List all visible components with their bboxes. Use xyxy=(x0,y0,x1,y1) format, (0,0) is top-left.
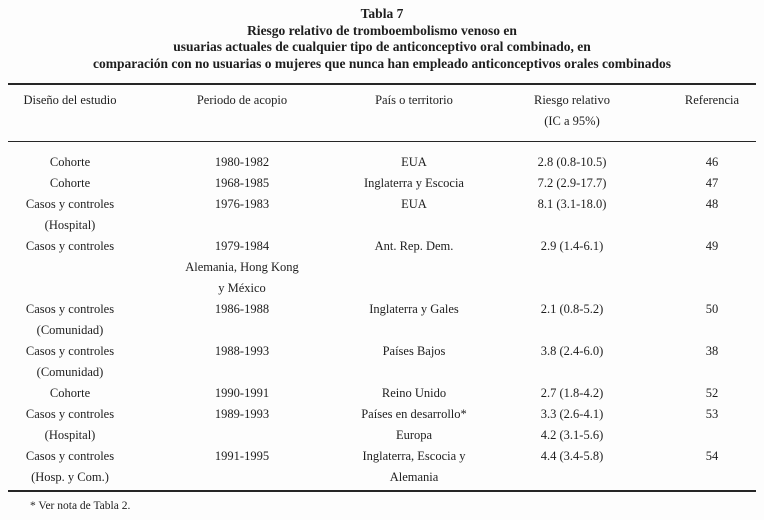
cell-line: (Comunidad) xyxy=(36,365,104,379)
table-title-line-3: comparación con no usuarias o mujeres que nunca han empleado anticonceptivos orales combinados xyxy=(92,55,672,71)
table-cell xyxy=(668,404,756,446)
table-cell xyxy=(132,152,352,173)
column-header-period xyxy=(132,90,352,132)
table-cell xyxy=(132,383,352,404)
table-title-line-1: Riesgo relativo de tromboembolismo venoso en xyxy=(247,22,517,38)
table-body xyxy=(8,142,756,490)
cell-line: 3.8 (2.4-6.0) xyxy=(540,344,604,358)
header-label: Riesgo relativo xyxy=(533,93,611,107)
table-cell xyxy=(668,173,756,194)
header-label: Diseño del estudio xyxy=(23,93,117,107)
table-cell xyxy=(668,446,756,488)
table-row xyxy=(8,446,756,488)
table-cell xyxy=(668,236,756,299)
table-row xyxy=(8,299,756,341)
cell-line: Ant. Rep. Dem. xyxy=(374,239,454,253)
cell-line: Inglaterra, Escocia y xyxy=(362,449,466,463)
header-label: Periodo de acopio xyxy=(196,93,288,107)
cell-line: Casos y controles xyxy=(25,449,115,463)
cell-line: (Hosp. y Com.) xyxy=(31,470,109,484)
header-sublabel: (IC a 95%) xyxy=(544,114,600,128)
table-cell xyxy=(352,299,476,341)
cell-line: Países Bajos xyxy=(382,344,446,358)
cell-line: Reino Unido xyxy=(381,386,447,400)
table-cell xyxy=(668,152,756,173)
table-cell xyxy=(8,446,132,488)
header-label: País o territorio xyxy=(375,93,453,107)
cell-line: 46 xyxy=(705,155,719,169)
table-cell xyxy=(476,194,668,236)
table-title-line-2: usuarias actuales de cualquier tipo de anticonceptivo oral combinado, en xyxy=(173,39,591,54)
cell-line: 1988-1993 xyxy=(214,344,270,358)
cell-line: 4.2 (3.1-5.6) xyxy=(540,428,604,442)
table-cell xyxy=(352,194,476,236)
table-cell xyxy=(8,194,132,236)
table-cell xyxy=(352,446,476,488)
header-label: Referencia xyxy=(684,93,740,107)
cell-line: 1968-1985 xyxy=(214,176,270,190)
table-cell xyxy=(132,173,352,194)
cell-line: Casos y controles xyxy=(25,344,115,358)
table-cell xyxy=(352,152,476,173)
table-row xyxy=(8,383,756,404)
table-footnote: * Ver nota de Tabla 2. xyxy=(30,500,131,512)
table-cell xyxy=(476,446,668,488)
table-cell xyxy=(132,299,352,341)
cell-line: Europa xyxy=(395,428,433,442)
cell-line: Países en desarrollo* xyxy=(361,407,467,421)
cell-line: Alemania xyxy=(389,470,439,484)
table-row xyxy=(8,173,756,194)
cell-line: 49 xyxy=(705,239,719,253)
cell-line: Cohorte xyxy=(49,386,91,400)
table-cell xyxy=(476,152,668,173)
column-header-country xyxy=(352,90,476,132)
table-row xyxy=(8,236,756,299)
table-title xyxy=(0,0,764,72)
cell-line: (Hospital) xyxy=(44,218,96,232)
column-header-study-design xyxy=(8,90,132,132)
cell-line: 2.1 (0.8-5.2) xyxy=(540,302,604,316)
cell-line: EUA xyxy=(401,197,427,211)
table-cell xyxy=(352,404,476,446)
cell-line: 4.4 (3.4-5.8) xyxy=(540,449,604,463)
cell-line: 1979-1984 xyxy=(214,239,270,253)
cell-line: 50 xyxy=(705,302,719,316)
column-header-reference xyxy=(668,90,756,132)
table-cell xyxy=(8,152,132,173)
table-cell xyxy=(132,404,352,446)
table-cell xyxy=(8,341,132,383)
table-row xyxy=(8,404,756,446)
table-cell xyxy=(8,173,132,194)
cell-line: 48 xyxy=(705,197,719,211)
cell-line: EUA xyxy=(401,155,427,169)
cell-line: (Hospital) xyxy=(44,428,96,442)
table-cell xyxy=(132,446,352,488)
table-cell xyxy=(132,236,352,299)
table-number: Tabla 7 xyxy=(360,6,404,21)
table-cell xyxy=(8,383,132,404)
cell-line: 52 xyxy=(705,386,719,400)
table-row xyxy=(8,194,756,236)
cell-line: Cohorte xyxy=(49,155,91,169)
table-row xyxy=(8,341,756,383)
cell-line: 1986-1988 xyxy=(214,302,270,316)
table-cell xyxy=(476,404,668,446)
table-cell xyxy=(668,299,756,341)
table-cell xyxy=(476,236,668,299)
table-cell xyxy=(352,173,476,194)
table-cell xyxy=(352,236,476,299)
cell-line: y México xyxy=(218,281,266,295)
cell-line: Casos y controles xyxy=(25,239,115,253)
cell-line: 53 xyxy=(705,407,719,421)
cell-line: 1976-1983 xyxy=(214,197,270,211)
cell-line: Casos y controles xyxy=(25,197,115,211)
cell-line: Inglaterra y Gales xyxy=(369,302,459,316)
cell-line: 2.9 (1.4-6.1) xyxy=(540,239,604,253)
cell-line: 7.2 (2.9-17.7) xyxy=(537,176,607,190)
table-cell xyxy=(476,299,668,341)
table-cell xyxy=(668,383,756,404)
cell-line: 1989-1993 xyxy=(214,407,270,421)
table-cell xyxy=(476,173,668,194)
cell-line: Inglaterra y Escocia xyxy=(364,176,464,190)
column-header-relative-risk xyxy=(476,90,668,132)
table-cell xyxy=(476,341,668,383)
cell-line: 3.3 (2.6-4.1) xyxy=(540,407,604,421)
table-cell xyxy=(476,383,668,404)
table-cell xyxy=(8,236,132,299)
cell-line: 38 xyxy=(705,344,719,358)
cell-line: 1980-1982 xyxy=(214,155,270,169)
cell-line: 1990-1991 xyxy=(214,386,270,400)
cell-line: (Comunidad) xyxy=(36,323,104,337)
table-cell xyxy=(668,194,756,236)
table-row xyxy=(8,152,756,173)
table-cell xyxy=(352,383,476,404)
table-cell xyxy=(8,299,132,341)
table-cell xyxy=(352,341,476,383)
cell-line: Casos y controles xyxy=(25,407,115,421)
table-cell xyxy=(132,194,352,236)
cell-line: 8.1 (3.1-18.0) xyxy=(537,197,607,211)
table-cell xyxy=(132,341,352,383)
table-header-row xyxy=(8,85,756,141)
cell-line: 54 xyxy=(705,449,719,463)
table-cell xyxy=(8,404,132,446)
cell-line: 2.8 (0.8-10.5) xyxy=(537,155,607,169)
cell-line: Cohorte xyxy=(49,176,91,190)
cell-line: Casos y controles xyxy=(25,302,115,316)
cell-line: 1991-1995 xyxy=(214,449,270,463)
table-cell xyxy=(668,341,756,383)
cell-line: 47 xyxy=(705,176,719,190)
cell-line: Alemania, Hong Kong xyxy=(185,260,299,274)
cell-line: 2.7 (1.8-4.2) xyxy=(540,386,604,400)
